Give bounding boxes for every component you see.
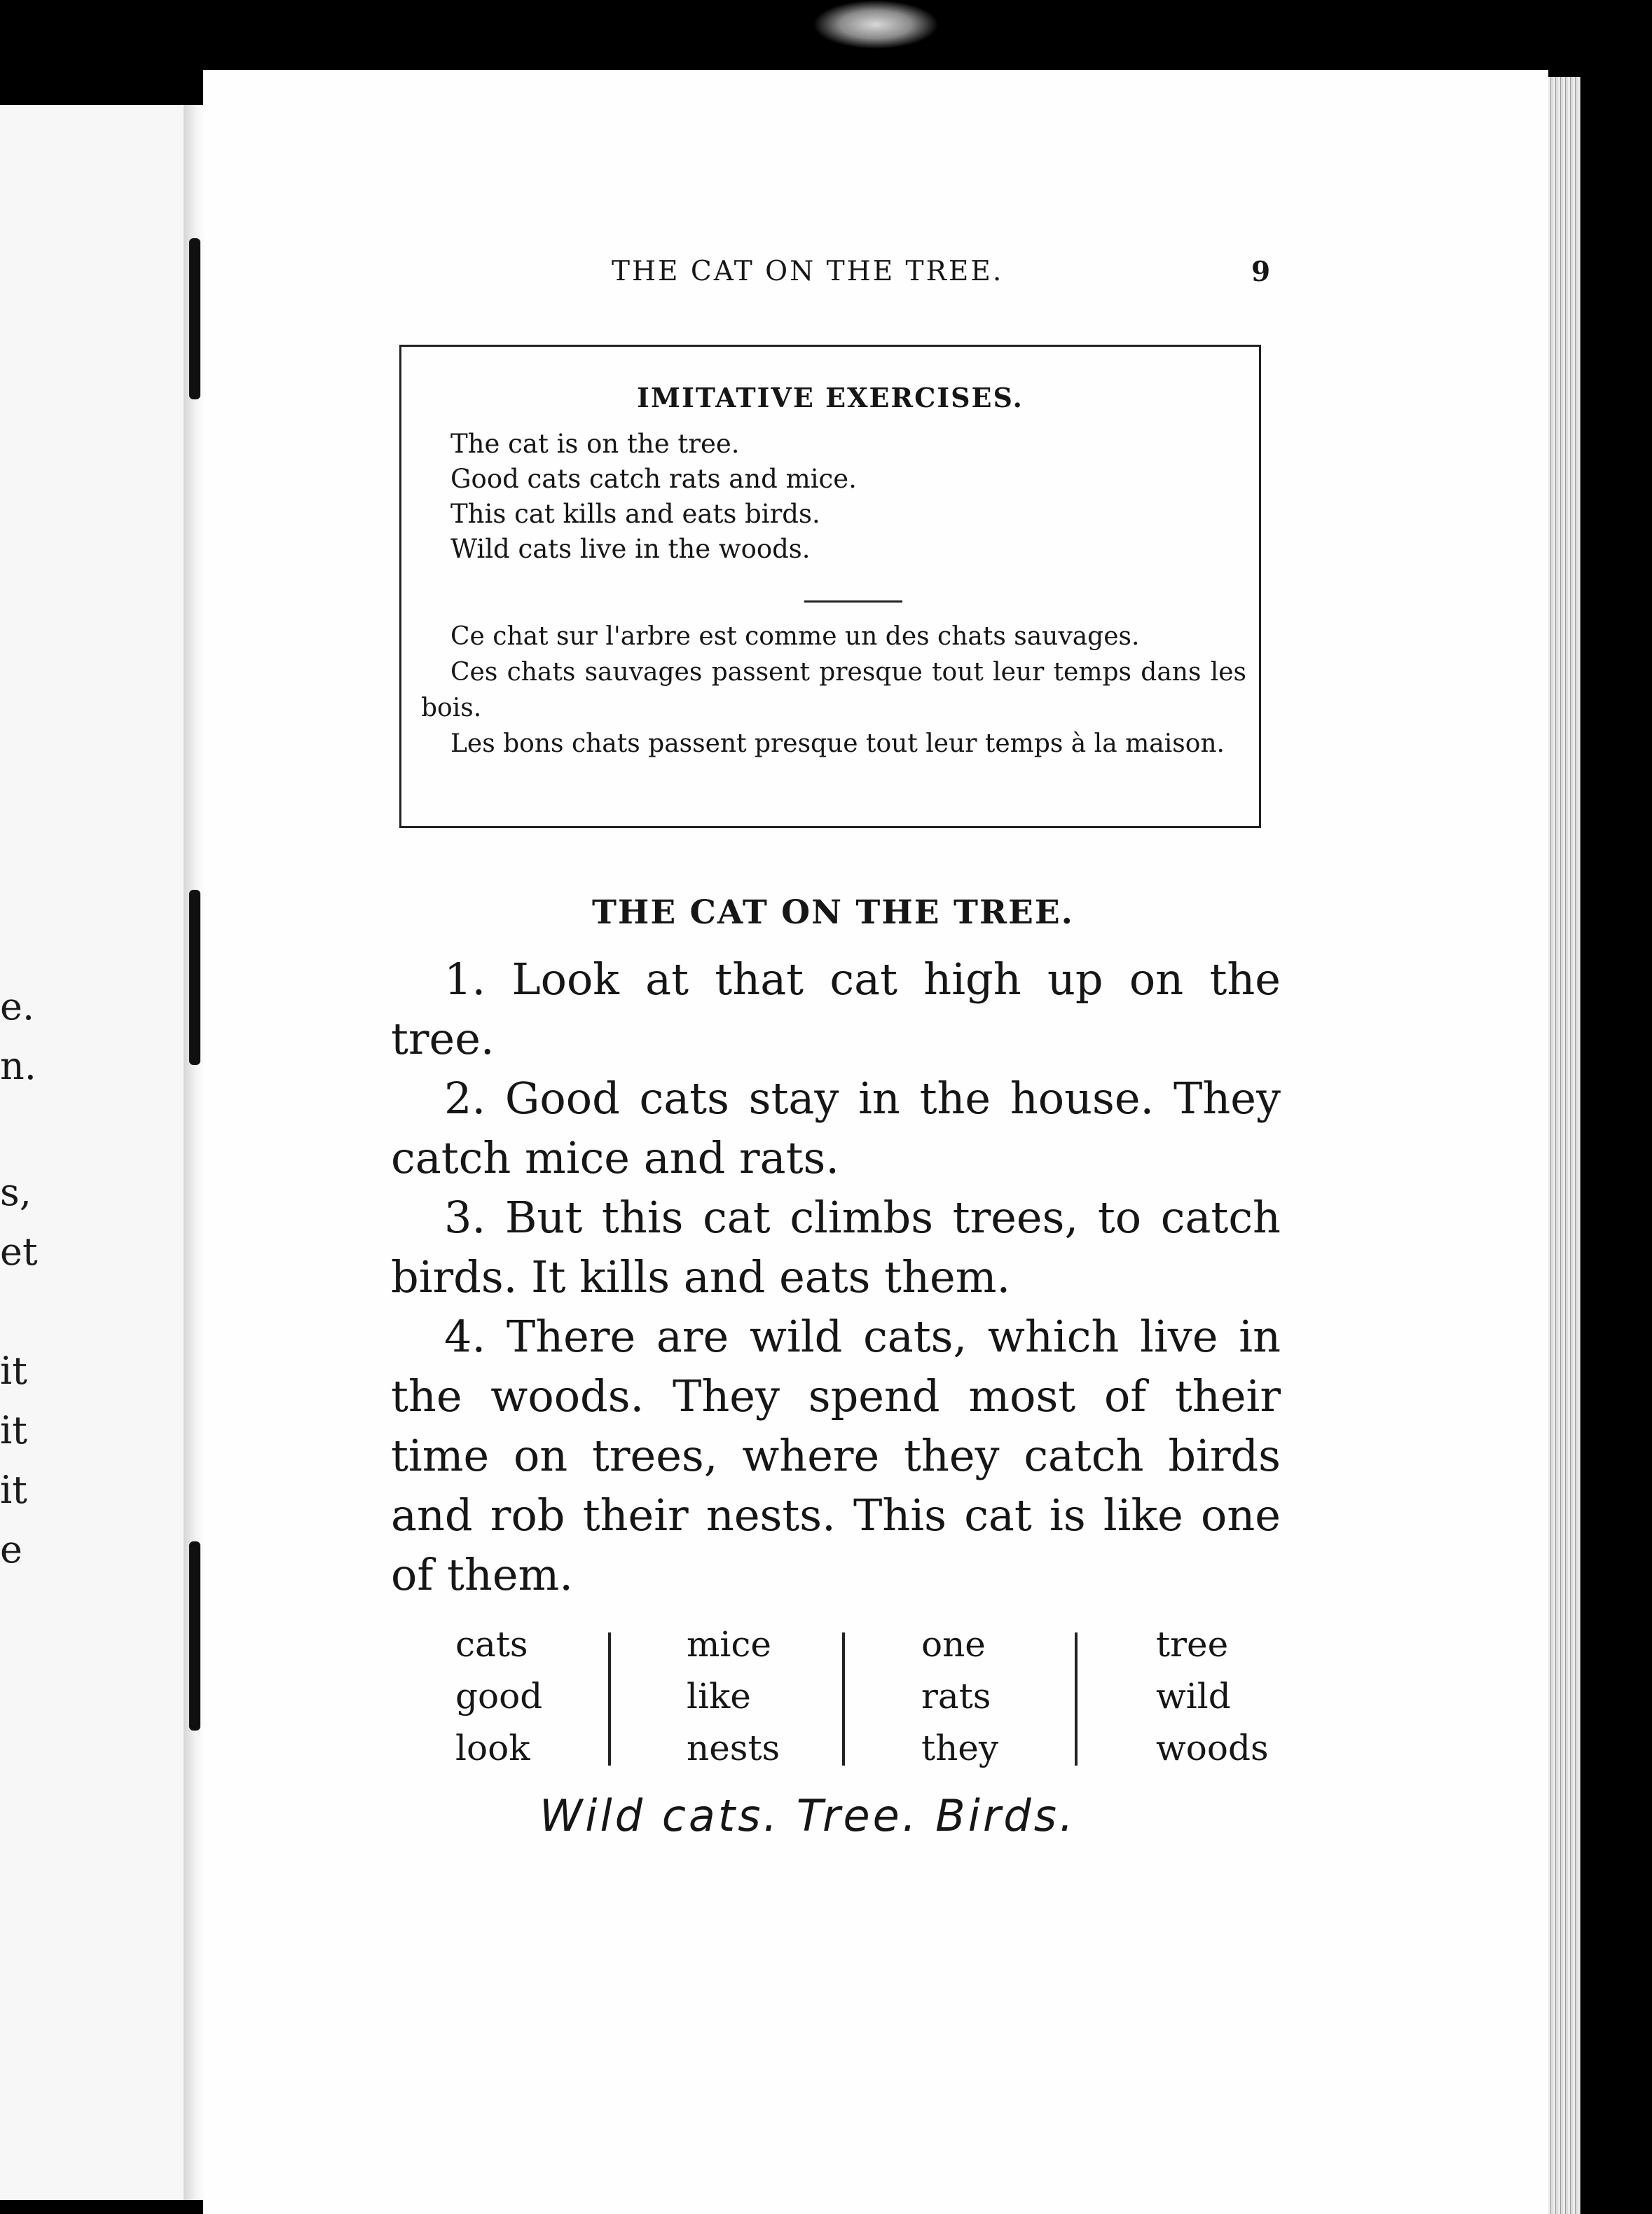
page-number: 9 (1251, 256, 1271, 288)
word: mice (687, 1624, 771, 1665)
left-page (0, 105, 196, 2200)
english-exercise-line: The cat is on the tree. (450, 429, 740, 459)
english-exercise-line: Good cats catch rats and mice. (450, 464, 857, 494)
word-column (1156, 1618, 1269, 1774)
english-exercise-line: This cat kills and eats birds. (450, 499, 820, 529)
word: good (455, 1676, 543, 1717)
left-page-fragment: e (0, 1527, 22, 1572)
left-page-fragment: s, (0, 1170, 32, 1214)
word: wild (1156, 1676, 1231, 1717)
story-paragraph: 1. Look at that cat high up on the tree. (391, 954, 1281, 1064)
binding-stitch (189, 1541, 200, 1731)
word: rats (921, 1676, 991, 1717)
word: one (921, 1624, 986, 1665)
story-text (391, 949, 1281, 1604)
page-edges (1548, 77, 1581, 2214)
story-paragraph: 2. Good cats stay in the house. They catch mice and rats. (391, 1073, 1281, 1183)
imitative-exercises-box (399, 345, 1261, 828)
word: nests (687, 1728, 780, 1768)
running-head: THE CAT ON THE TREE. (612, 256, 1004, 287)
french-exercise-paragraph: Les bons chats passent presque tout leur temps à la maison. (450, 729, 1225, 758)
word: cats (455, 1624, 528, 1665)
word: look (455, 1728, 530, 1768)
word: they (921, 1728, 999, 1768)
word-column (455, 1618, 542, 1774)
word-list (448, 1618, 1289, 1773)
english-exercise-line: Wild cats live in the woods. (450, 534, 811, 564)
story-paragraph: 3. But this cat climbs trees, to catch birds. It kills and eats them. (391, 1192, 1281, 1302)
french-exercise-paragraph: Ce chat sur l'arbre est comme un des chats sauvages. (450, 622, 1140, 651)
french-exercises (421, 619, 1246, 762)
scan-background (1581, 91, 1652, 2214)
scan-dust-mark (813, 0, 939, 49)
left-page-fragment: et (0, 1230, 38, 1274)
story-title: THE CAT ON THE TREE. (591, 893, 1075, 932)
word-column (921, 1618, 998, 1774)
column-separator (1075, 1632, 1078, 1766)
left-page-fragment: e. (0, 984, 35, 1029)
binding-stitch (189, 238, 200, 399)
column-separator (608, 1632, 611, 1766)
exercises-title: IMITATIVE EXERCISES. (637, 382, 1024, 413)
word-column (687, 1618, 780, 1774)
word: tree (1156, 1624, 1229, 1665)
word: like (687, 1676, 751, 1717)
left-page-fragment: it (0, 1408, 27, 1452)
left-page-fragment: it (0, 1349, 27, 1393)
left-page-fragment: n. (0, 1044, 36, 1088)
word: woods (1156, 1728, 1269, 1768)
exercise-divider (804, 600, 902, 603)
french-exercise-paragraph: Ces chats sauvages passent presque tout leur temps dans les bois. (421, 658, 1246, 722)
left-page-fragment: it (0, 1468, 27, 1512)
story-paragraph: 4. There are wild cats, which live in the woods. They spend most of their time on trees, where they catch birds and rob their nests. This cat is like one of them. (391, 1311, 1281, 1600)
column-separator (842, 1632, 845, 1766)
illustration-caption: Wild cats. Tree. Birds. (539, 1790, 1076, 1841)
book-gutter (184, 105, 205, 2200)
